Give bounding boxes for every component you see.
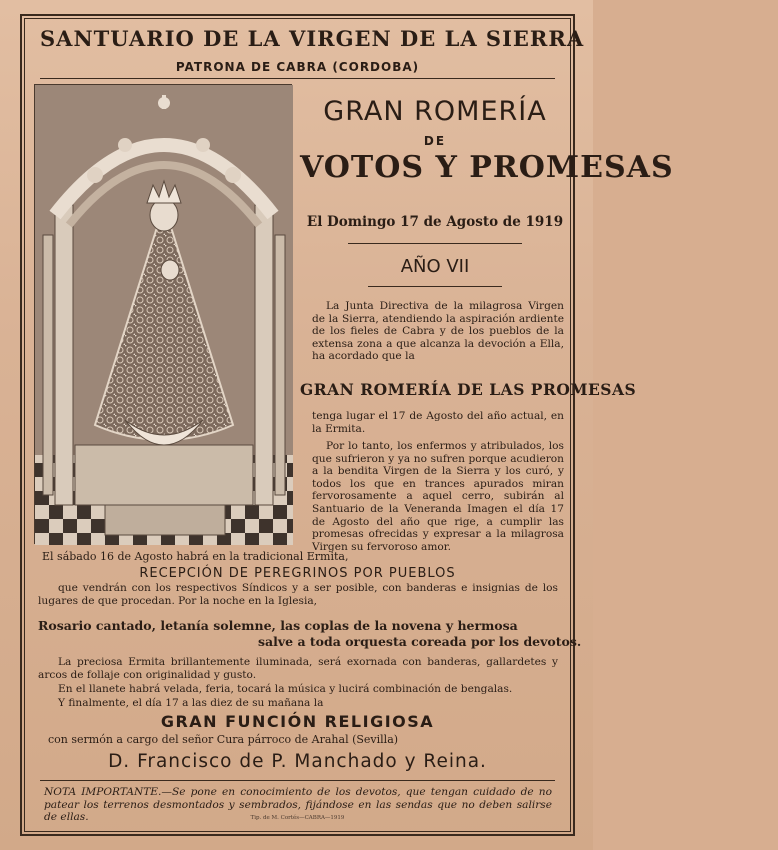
printer-credit: Tip. de M. Cortés—CABRA—1919 xyxy=(250,815,345,821)
date-divider xyxy=(348,243,522,244)
note-divider-top xyxy=(40,780,555,781)
sanctuary-subtitle: PATRONA DE CABRA (CORDOBA) xyxy=(175,60,420,74)
gran-romeria-heading: GRAN ROMERÍA xyxy=(323,96,547,127)
important-note: NOTA IMPORTANTE.—Se pone en conocimiento de los devotos, que tengan cuidado de no patear los terrenos desmontados y sembrados, fijándose en las sendas que no deben salirse de ellas. xyxy=(44,786,552,824)
date-paragraph: tenga lugar el 17 de Agosto del año actual, en la Ermita. xyxy=(312,410,564,435)
event-date: El Domingo 17 de Agosto de 1919 xyxy=(306,214,564,230)
virgin-altar-illustration xyxy=(35,85,293,545)
devotees-paragraph: Por lo tanto, los enfermos y atribulados, los que sufrieron y ya no sufren porque acudieron a la bendita Virgen de la Sierra y los curó, y todos los que en trances apurados miran fervorosamente a aquel cerro, subirán al Santuario de la Veneranda Imagen el día 17 de Agosto del año que rige, a cumplir las promesas ofrecidas y expresar a la milagrosa Virgen su fervoroso amor. xyxy=(312,440,564,553)
header-divider xyxy=(40,78,555,79)
sanctuary-title: SANTUARIO DE LA VIRGEN DE LA SIERRA xyxy=(40,26,585,51)
fair-line: En el llanete habrá velada, feria, tocará la música y lucirá combinación de bengalas. xyxy=(58,683,513,695)
intro-paragraph: La Junta Directiva de la milagrosa Virgen de la Sierra, atendiendo la aspiración ardiente de los fieles de Cabra y de los pueblos de la extensa zona a que alcanza la devoción a Ella, ha acordado que la xyxy=(312,300,564,363)
gran-romeria-promesas-heading: GRAN ROMERÍA DE LAS PROMESAS xyxy=(300,380,637,399)
de-connector: DE xyxy=(423,134,447,148)
year-edition: AÑO VII xyxy=(400,256,470,277)
votos-heading: VOTOS Y PROMESAS xyxy=(300,150,674,185)
virgin-image xyxy=(34,84,292,544)
religious-function-heading: GRAN FUNCIÓN RELIGIOSA xyxy=(160,712,435,731)
finally-line: Y finalmente, el día 17 a las diez de su mañana la xyxy=(58,697,324,709)
reception-heading: RECEPCIÓN DE PEREGRINOS POR PUEBLOS xyxy=(139,566,456,581)
hermitage-paragraph: La preciosa Ermita brillantemente iluminada, será exornada con banderas, gallardetes y arcos de follaje con originalidad y gusto. xyxy=(38,656,558,681)
rosary-line: Rosario cantado, letanía solemne, las coplas de la novena y hermosa xyxy=(38,618,518,633)
saturday-line: El sábado 16 de Agosto habrá en la tradicional Ermita, xyxy=(42,550,349,563)
preacher-name: D. Francisco de P. Manchado y Reina. xyxy=(108,751,487,772)
pilgrims-paragraph: que vendrán con los respectivos Síndicos y a ser posible, con banderas e insignias de los lugares de que procedan. Por la noche en la Iglesia, xyxy=(38,582,558,607)
sermon-line: con sermón a cargo del señor Cura párroco de Arahal (Sevilla) xyxy=(48,733,399,746)
salve-line: salve a toda orquesta coreada por los devotos. xyxy=(258,634,582,649)
year-divider xyxy=(368,286,502,287)
